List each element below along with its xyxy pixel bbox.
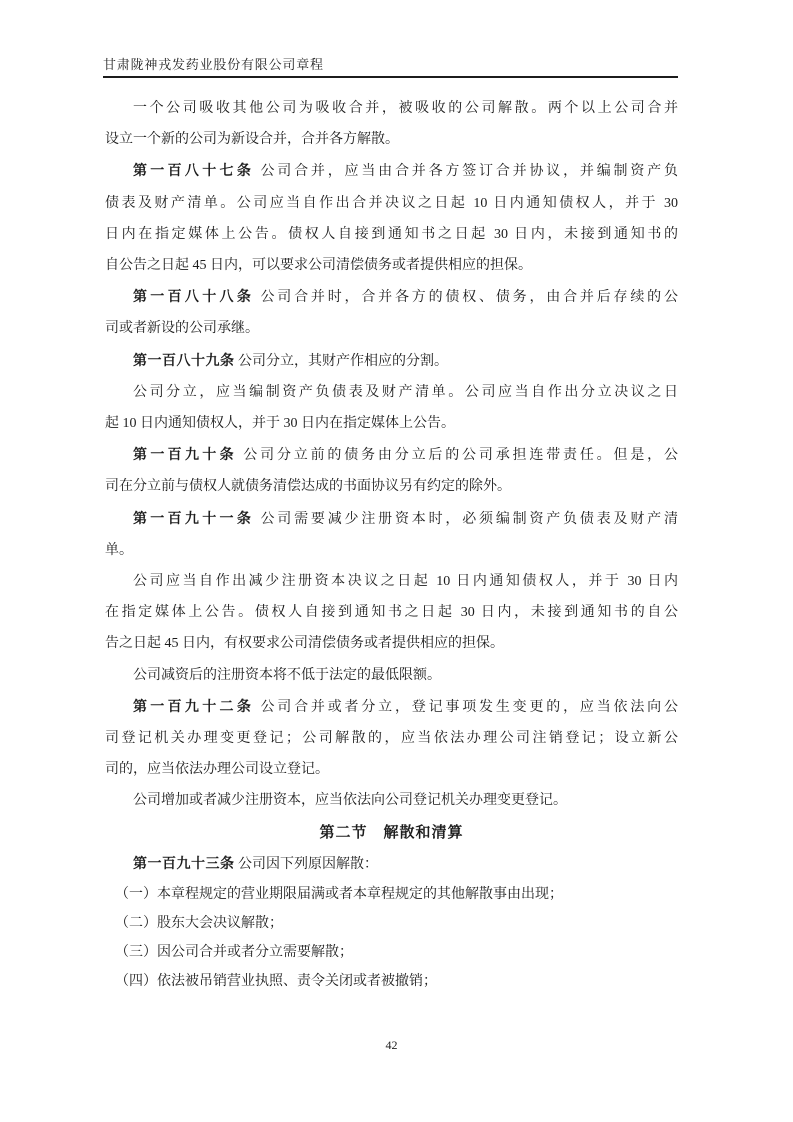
article-number: 第一百九十条 bbox=[133, 446, 237, 463]
text-line bbox=[105, 785, 678, 816]
text-line bbox=[105, 909, 678, 938]
document-title: 甘肃陇神戎发药业股份有限公司章程 bbox=[103, 57, 324, 72]
paragraph bbox=[105, 848, 678, 880]
text-line bbox=[105, 628, 678, 659]
line-text: 司的，应当依法办理公司设立登记。 bbox=[105, 762, 329, 778]
text-line bbox=[105, 967, 678, 996]
list-item bbox=[105, 909, 678, 938]
line-text: 公司合并或者分立，登记事项发生变更的，应当依法向公 bbox=[260, 699, 678, 715]
line-text: 在指定媒体上公告。债权人自接到通知书之日起 30 日内，未接到通知书的自公 bbox=[105, 605, 678, 621]
text-line bbox=[105, 219, 678, 250]
article-number: 第一百八十八条 bbox=[133, 288, 255, 305]
line-text: 起 10 日内通知债权人，并于 30 日内在指定媒体上公告。 bbox=[105, 416, 455, 432]
paragraph bbox=[105, 155, 678, 281]
line-text: 设立一个新的公司为新设合并，合并各方解散。 bbox=[105, 132, 399, 148]
text-line bbox=[105, 660, 678, 691]
text-line bbox=[105, 566, 678, 597]
text-line bbox=[105, 250, 678, 281]
paragraph bbox=[105, 377, 678, 439]
article-number: 第一百八十九条 bbox=[133, 351, 235, 368]
paragraph bbox=[105, 439, 678, 502]
paragraph bbox=[105, 691, 678, 786]
list-item bbox=[105, 938, 678, 967]
line-text: 单。 bbox=[105, 542, 133, 558]
section-heading: 第二节 解散和清算 bbox=[319, 823, 464, 841]
text-line bbox=[105, 281, 678, 313]
line-text: （二）股东大会决议解散； bbox=[115, 916, 283, 932]
text-line bbox=[105, 597, 678, 628]
paragraph bbox=[105, 660, 678, 691]
line-text: 司在分立前与债权人就债务清偿达成的书面协议另有约定的除外。 bbox=[105, 479, 511, 495]
line-text: 公司分立，其财产作相应的分割。 bbox=[238, 353, 448, 369]
text-line bbox=[105, 408, 678, 439]
text-line bbox=[105, 439, 678, 471]
text-line bbox=[105, 754, 678, 785]
line-text: 债表及财产清单。公司应当自作出合并决议之日起 10 日内通知债权人，并于 30 bbox=[105, 195, 678, 211]
text-line bbox=[105, 155, 678, 187]
paragraph bbox=[105, 345, 678, 377]
paragraph bbox=[105, 503, 678, 566]
page-number: 42 bbox=[385, 1038, 398, 1052]
line-text: 自公告之日起 45 日内，可以要求公司清偿债务或者提供相应的担保。 bbox=[105, 258, 532, 274]
text-line bbox=[105, 93, 678, 124]
page-footer bbox=[105, 1038, 678, 1052]
line-text: 公司合并时，合并各方的债权、债务，由合并后存续的公 bbox=[260, 290, 678, 306]
line-text: 公司减资后的注册资本将不低于法定的最低限额。 bbox=[133, 667, 441, 683]
article-number: 第一百九十三条 bbox=[133, 854, 235, 871]
text-line bbox=[105, 188, 678, 219]
text-line bbox=[105, 471, 678, 502]
line-text: 司登记机关办理变更登记；公司解散的，应当依法办理公司注销登记；设立新公 bbox=[105, 731, 678, 747]
line-text: 公司因下列原因解散： bbox=[238, 856, 378, 872]
article-number: 第一百九十一条 bbox=[133, 509, 255, 526]
line-text: 公司分立，应当编制资产负债表及财产清单。公司应当自作出分立决议之日 bbox=[133, 384, 678, 400]
text-line bbox=[105, 535, 678, 566]
line-text: 公司应当自作出减少注册资本决议之日起 10 日内通知债权人，并于 30 日内 bbox=[133, 574, 678, 590]
text-line bbox=[105, 377, 678, 408]
line-text: 一个公司吸收其他公司为吸收合并，被吸收的公司解散。两个以上公司合并 bbox=[133, 101, 678, 116]
line-text: 司或者新设的公司承继。 bbox=[105, 321, 259, 337]
text-line bbox=[105, 503, 678, 535]
line-text: 日内在指定媒体上公告。债权人自接到通知书之日起 30 日内，未接到通知书的 bbox=[105, 226, 678, 242]
text-line bbox=[105, 691, 678, 723]
list-item bbox=[105, 967, 678, 996]
line-text: （一）本章程规定的营业期限届满或者本章程规定的其他解散事由出现； bbox=[115, 887, 563, 903]
paragraph bbox=[105, 93, 678, 155]
page-header bbox=[103, 57, 678, 78]
text-line bbox=[105, 313, 678, 344]
line-text: 公司合并，应当由合并各方签订合并协议，并编制资产负 bbox=[260, 164, 678, 180]
paragraph bbox=[105, 566, 678, 660]
line-text: 公司增加或者减少注册资本，应当依法向公司登记机关办理变更登记。 bbox=[133, 793, 567, 809]
line-text: 公司分立前的债务由分立后的公司承担连带责任。但是，公 bbox=[243, 448, 678, 464]
document-body bbox=[105, 93, 678, 996]
line-text: 公司需要减少注册资本时，必须编制资产负债表及财产清 bbox=[260, 511, 678, 527]
line-text: （三）因公司合并或者分立需要解散； bbox=[115, 945, 353, 961]
text-line bbox=[105, 723, 678, 754]
line-text: 告之日起 45 日内，有权要求公司清偿债务或者提供相应的担保。 bbox=[105, 636, 504, 652]
list-item bbox=[105, 880, 678, 909]
paragraph bbox=[105, 281, 678, 344]
text-line bbox=[105, 938, 678, 967]
text-line bbox=[105, 345, 678, 377]
paragraph bbox=[105, 785, 678, 816]
article-number: 第一百八十七条 bbox=[133, 162, 255, 179]
text-line bbox=[105, 124, 678, 155]
line-text: （四）依法被吊销营业执照、责令关闭或者被撤销； bbox=[115, 974, 437, 990]
article-number: 第一百九十二条 bbox=[133, 697, 255, 714]
text-line bbox=[105, 880, 678, 909]
text-line bbox=[105, 848, 678, 880]
